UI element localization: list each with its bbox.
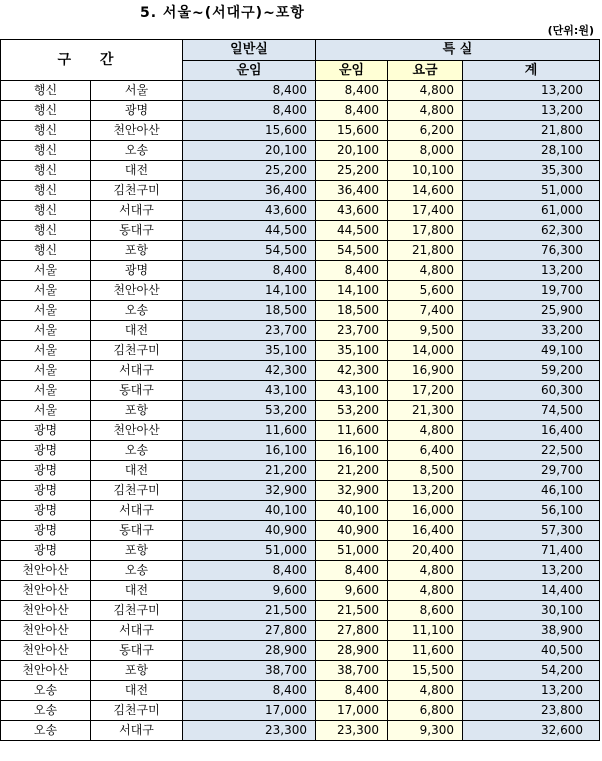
- departure-cell: 천안아산: [1, 641, 91, 661]
- general-fare-cell: 40,900: [183, 521, 316, 541]
- table-row: [1, 481, 600, 501]
- special-fare-cell: 35,100: [316, 341, 388, 361]
- special-fare-cell: 54,500: [316, 241, 388, 261]
- total-cell: 33,200: [463, 321, 600, 341]
- total-cell: 74,500: [463, 401, 600, 421]
- special-fare-cell: 11,600: [316, 421, 388, 441]
- special-fare-cell: 27,800: [316, 621, 388, 641]
- departure-cell: 행신: [1, 161, 91, 181]
- arrival-cell: 포항: [91, 661, 183, 681]
- table-row: [1, 121, 600, 141]
- special-fare-cell: 8,400: [316, 681, 388, 701]
- table-row: [1, 341, 600, 361]
- special-fare-cell: 38,700: [316, 661, 388, 681]
- sheet-title: 5. 서울~(서대구)~포항: [140, 5, 305, 21]
- special-charge-cell: 14,600: [388, 181, 463, 201]
- special-charge-cell: 17,400: [388, 201, 463, 221]
- total-cell: 13,200: [463, 681, 600, 701]
- departure-cell: 광명: [1, 521, 91, 541]
- general-fare-cell: 21,200: [183, 461, 316, 481]
- arrival-cell: 김천구미: [91, 181, 183, 201]
- total-header: 계: [463, 60, 600, 81]
- total-cell: 13,200: [463, 561, 600, 581]
- general-fare-cell: 20,100: [183, 141, 316, 161]
- arrival-cell: 대전: [91, 581, 183, 601]
- departure-cell: 오송: [1, 681, 91, 701]
- general-fare-cell: 36,400: [183, 181, 316, 201]
- special-charge-cell: 7,400: [388, 301, 463, 321]
- special-charge-cell: 16,900: [388, 361, 463, 381]
- arrival-cell: 서대구: [91, 721, 183, 741]
- general-fare-cell: 40,100: [183, 501, 316, 521]
- general-fare-cell: 35,100: [183, 341, 316, 361]
- special-charge-cell: 8,600: [388, 601, 463, 621]
- special-fare-cell: 16,100: [316, 441, 388, 461]
- departure-cell: 서울: [1, 321, 91, 341]
- fare-rows: [1, 81, 600, 741]
- table-row: [1, 321, 600, 341]
- total-cell: 14,400: [463, 581, 600, 601]
- special-fare-cell: 8,400: [316, 561, 388, 581]
- table-row: [1, 701, 600, 721]
- total-cell: 51,000: [463, 181, 600, 201]
- departure-cell: 오송: [1, 701, 91, 721]
- special-charge-cell: 21,800: [388, 241, 463, 261]
- table-row: [1, 461, 600, 481]
- general-class-header: 일반실: [183, 40, 316, 61]
- departure-cell: 행신: [1, 141, 91, 161]
- arrival-cell: 오송: [91, 441, 183, 461]
- departure-cell: 행신: [1, 101, 91, 121]
- arrival-cell: 대전: [91, 321, 183, 341]
- special-fare-cell: 8,400: [316, 261, 388, 281]
- table-row: [1, 641, 600, 661]
- departure-cell: 광명: [1, 441, 91, 461]
- general-fare-cell: 43,100: [183, 381, 316, 401]
- special-fare-cell: 40,900: [316, 521, 388, 541]
- table-row: [1, 621, 600, 641]
- departure-cell: 행신: [1, 81, 91, 101]
- table-row: [1, 161, 600, 181]
- special-fare-cell: 32,900: [316, 481, 388, 501]
- special-fare-cell: 9,600: [316, 581, 388, 601]
- special-fare-cell: 25,200: [316, 161, 388, 181]
- special-fare-cell: 28,900: [316, 641, 388, 661]
- special-fare-cell: 53,200: [316, 401, 388, 421]
- general-fare-cell: 43,600: [183, 201, 316, 221]
- table-row: [1, 261, 600, 281]
- unit-label: (단위:원): [547, 24, 594, 37]
- total-cell: 59,200: [463, 361, 600, 381]
- departure-cell: 천안아산: [1, 561, 91, 581]
- arrival-cell: 김천구미: [91, 701, 183, 721]
- special-fare-header: 운임: [316, 60, 388, 81]
- special-charge-cell: 6,800: [388, 701, 463, 721]
- special-charge-header: 요금: [388, 60, 463, 81]
- departure-cell: 서울: [1, 261, 91, 281]
- general-fare-cell: 23,300: [183, 721, 316, 741]
- arrival-cell: 오송: [91, 561, 183, 581]
- table-row: [1, 681, 600, 701]
- arrival-cell: 동대구: [91, 221, 183, 241]
- total-cell: 29,700: [463, 461, 600, 481]
- special-charge-cell: 11,100: [388, 621, 463, 641]
- special-charge-cell: 4,800: [388, 421, 463, 441]
- arrival-cell: 김천구미: [91, 341, 183, 361]
- table-row: [1, 101, 600, 121]
- special-fare-cell: 36,400: [316, 181, 388, 201]
- table-row: [1, 401, 600, 421]
- arrival-cell: 서대구: [91, 361, 183, 381]
- arrival-cell: 김천구미: [91, 601, 183, 621]
- general-fare-cell: 21,500: [183, 601, 316, 621]
- general-fare-cell: 18,500: [183, 301, 316, 321]
- departure-cell: 오송: [1, 721, 91, 741]
- departure-cell: 광명: [1, 501, 91, 521]
- special-charge-cell: 11,600: [388, 641, 463, 661]
- total-cell: 19,700: [463, 281, 600, 301]
- section-header: 구 간: [1, 40, 183, 81]
- departure-cell: 천안아산: [1, 601, 91, 621]
- general-fare-cell: 8,400: [183, 261, 316, 281]
- special-charge-cell: 4,800: [388, 561, 463, 581]
- table-row: [1, 521, 600, 541]
- table-row: [1, 661, 600, 681]
- general-fare-cell: 11,600: [183, 421, 316, 441]
- total-cell: 60,300: [463, 381, 600, 401]
- departure-cell: 서울: [1, 401, 91, 421]
- total-cell: 25,900: [463, 301, 600, 321]
- total-cell: 13,200: [463, 261, 600, 281]
- total-cell: 57,300: [463, 521, 600, 541]
- departure-cell: 서울: [1, 381, 91, 401]
- special-charge-cell: 15,500: [388, 661, 463, 681]
- total-cell: 28,100: [463, 141, 600, 161]
- title-bar: [0, 0, 602, 20]
- departure-cell: 광명: [1, 481, 91, 501]
- special-fare-cell: 14,100: [316, 281, 388, 301]
- departure-cell: 천안아산: [1, 581, 91, 601]
- arrival-cell: 포항: [91, 241, 183, 261]
- arrival-cell: 광명: [91, 261, 183, 281]
- table-row: [1, 601, 600, 621]
- total-cell: 21,800: [463, 121, 600, 141]
- special-charge-cell: 4,800: [388, 101, 463, 121]
- special-fare-cell: 51,000: [316, 541, 388, 561]
- special-fare-cell: 20,100: [316, 141, 388, 161]
- total-cell: 23,800: [463, 701, 600, 721]
- general-fare-cell: 8,400: [183, 681, 316, 701]
- departure-cell: 광명: [1, 421, 91, 441]
- special-fare-cell: 21,200: [316, 461, 388, 481]
- special-charge-cell: 4,800: [388, 81, 463, 101]
- departure-cell: 서울: [1, 301, 91, 321]
- total-cell: 40,500: [463, 641, 600, 661]
- special-charge-cell: 20,400: [388, 541, 463, 561]
- special-fare-cell: 17,000: [316, 701, 388, 721]
- special-fare-cell: 42,300: [316, 361, 388, 381]
- total-cell: 32,600: [463, 721, 600, 741]
- departure-cell: 행신: [1, 121, 91, 141]
- special-charge-cell: 5,600: [388, 281, 463, 301]
- special-charge-cell: 4,800: [388, 581, 463, 601]
- special-charge-cell: 9,300: [388, 721, 463, 741]
- general-fare-cell: 51,000: [183, 541, 316, 561]
- special-charge-cell: 8,500: [388, 461, 463, 481]
- departure-cell: 서울: [1, 281, 91, 301]
- arrival-cell: 서대구: [91, 501, 183, 521]
- special-charge-cell: 9,500: [388, 321, 463, 341]
- general-fare-cell: 54,500: [183, 241, 316, 261]
- departure-cell: 행신: [1, 241, 91, 261]
- special-charge-cell: 10,100: [388, 161, 463, 181]
- arrival-cell: 동대구: [91, 521, 183, 541]
- special-charge-cell: 6,200: [388, 121, 463, 141]
- departure-cell: 천안아산: [1, 661, 91, 681]
- arrival-cell: 서대구: [91, 201, 183, 221]
- special-fare-cell: 43,600: [316, 201, 388, 221]
- arrival-cell: 대전: [91, 681, 183, 701]
- total-cell: 56,100: [463, 501, 600, 521]
- arrival-cell: 천안아산: [91, 421, 183, 441]
- total-cell: 13,200: [463, 81, 600, 101]
- total-cell: 54,200: [463, 661, 600, 681]
- total-cell: 61,000: [463, 201, 600, 221]
- special-fare-cell: 18,500: [316, 301, 388, 321]
- special-fare-cell: 8,400: [316, 101, 388, 121]
- arrival-cell: 대전: [91, 161, 183, 181]
- arrival-cell: 서울: [91, 81, 183, 101]
- arrival-cell: 동대구: [91, 641, 183, 661]
- special-fare-cell: 8,400: [316, 81, 388, 101]
- arrival-cell: 오송: [91, 141, 183, 161]
- general-fare-header: 운임: [183, 60, 316, 81]
- general-fare-cell: 27,800: [183, 621, 316, 641]
- table-row: [1, 721, 600, 741]
- departure-cell: 행신: [1, 201, 91, 221]
- general-fare-cell: 16,100: [183, 441, 316, 461]
- departure-cell: 행신: [1, 181, 91, 201]
- arrival-cell: 서대구: [91, 621, 183, 641]
- special-charge-cell: 4,800: [388, 681, 463, 701]
- total-cell: 38,900: [463, 621, 600, 641]
- general-fare-cell: 44,500: [183, 221, 316, 241]
- table-row: [1, 241, 600, 261]
- general-fare-cell: 23,700: [183, 321, 316, 341]
- table-row: [1, 381, 600, 401]
- arrival-cell: 김천구미: [91, 481, 183, 501]
- special-charge-cell: 4,800: [388, 261, 463, 281]
- total-cell: 46,100: [463, 481, 600, 501]
- table-row: [1, 221, 600, 241]
- special-class-header: 특 실: [316, 40, 600, 61]
- special-charge-cell: 16,000: [388, 501, 463, 521]
- special-fare-cell: 23,300: [316, 721, 388, 741]
- table-row: [1, 561, 600, 581]
- special-charge-cell: 16,400: [388, 521, 463, 541]
- table-row: [1, 361, 600, 381]
- fare-table: [0, 39, 600, 741]
- general-fare-cell: 32,900: [183, 481, 316, 501]
- arrival-cell: 포항: [91, 401, 183, 421]
- departure-cell: 행신: [1, 221, 91, 241]
- special-charge-cell: 13,200: [388, 481, 463, 501]
- special-charge-cell: 17,800: [388, 221, 463, 241]
- arrival-cell: 오송: [91, 301, 183, 321]
- general-fare-cell: 38,700: [183, 661, 316, 681]
- general-fare-cell: 14,100: [183, 281, 316, 301]
- special-fare-cell: 15,600: [316, 121, 388, 141]
- special-charge-cell: 17,200: [388, 381, 463, 401]
- general-fare-cell: 17,000: [183, 701, 316, 721]
- departure-cell: 서울: [1, 361, 91, 381]
- total-cell: 16,400: [463, 421, 600, 441]
- arrival-cell: 광명: [91, 101, 183, 121]
- special-charge-cell: 8,000: [388, 141, 463, 161]
- table-row: [1, 301, 600, 321]
- table-row: [1, 441, 600, 461]
- special-fare-cell: 43,100: [316, 381, 388, 401]
- table-row: [1, 581, 600, 601]
- table-row: [1, 281, 600, 301]
- general-fare-cell: 53,200: [183, 401, 316, 421]
- total-cell: 22,500: [463, 441, 600, 461]
- arrival-cell: 천안아산: [91, 281, 183, 301]
- special-charge-cell: 21,300: [388, 401, 463, 421]
- general-fare-cell: 8,400: [183, 561, 316, 581]
- general-fare-cell: 15,600: [183, 121, 316, 141]
- arrival-cell: 동대구: [91, 381, 183, 401]
- total-cell: 49,100: [463, 341, 600, 361]
- special-charge-cell: 6,400: [388, 441, 463, 461]
- arrival-cell: 대전: [91, 461, 183, 481]
- total-cell: 62,300: [463, 221, 600, 241]
- general-fare-cell: 8,400: [183, 101, 316, 121]
- special-fare-cell: 21,500: [316, 601, 388, 621]
- total-cell: 35,300: [463, 161, 600, 181]
- table-row: [1, 81, 600, 101]
- table-row: [1, 501, 600, 521]
- total-cell: 13,200: [463, 101, 600, 121]
- special-fare-cell: 40,100: [316, 501, 388, 521]
- general-fare-cell: 25,200: [183, 161, 316, 181]
- table-row: [1, 141, 600, 161]
- general-fare-cell: 28,900: [183, 641, 316, 661]
- departure-cell: 광명: [1, 541, 91, 561]
- table-row: [1, 541, 600, 561]
- table-row: [1, 421, 600, 441]
- special-fare-cell: 44,500: [316, 221, 388, 241]
- arrival-cell: 천안아산: [91, 121, 183, 141]
- special-fare-cell: 23,700: [316, 321, 388, 341]
- general-fare-cell: 9,600: [183, 581, 316, 601]
- arrival-cell: 포항: [91, 541, 183, 561]
- total-cell: 71,400: [463, 541, 600, 561]
- departure-cell: 천안아산: [1, 621, 91, 641]
- general-fare-cell: 8,400: [183, 81, 316, 101]
- total-cell: 76,300: [463, 241, 600, 261]
- total-cell: 30,100: [463, 601, 600, 621]
- departure-cell: 광명: [1, 461, 91, 481]
- table-row: [1, 181, 600, 201]
- table-row: [1, 201, 600, 221]
- general-fare-cell: 42,300: [183, 361, 316, 381]
- departure-cell: 서울: [1, 341, 91, 361]
- special-charge-cell: 14,000: [388, 341, 463, 361]
